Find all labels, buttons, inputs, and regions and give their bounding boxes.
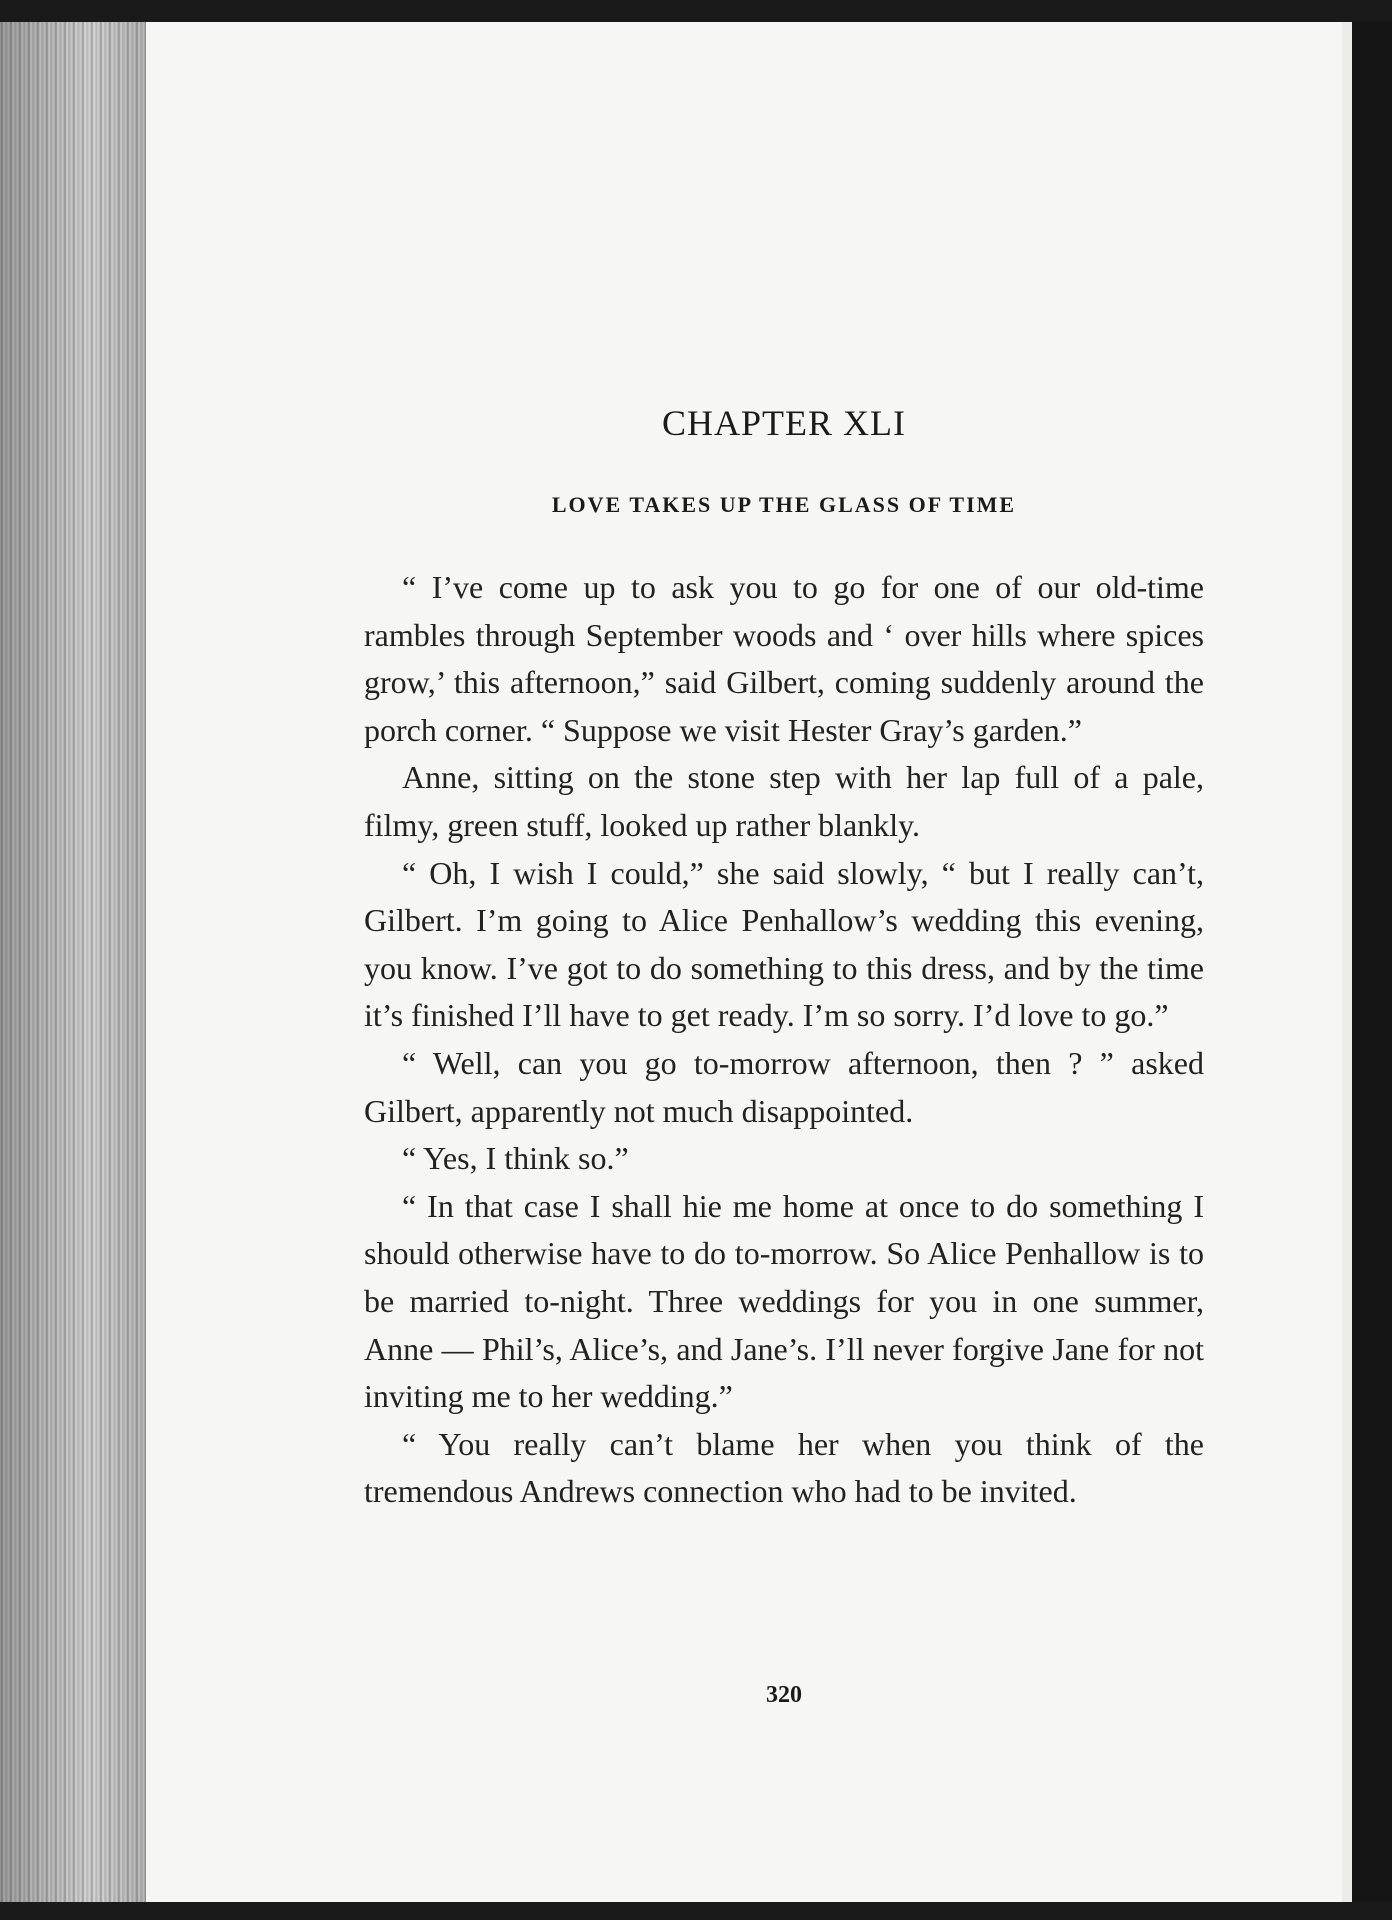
chapter-title: LOVE TAKES UP THE GLASS OF TIME: [551, 492, 1017, 517]
paragraph: “ In that case I shall hie me home at once to do something I should otherwise have to do to-morrow. So Alice Penhallow is to be married to-night. Three weddings for you in one summer, Anne — Phil’s, Alice’s, and Jane’s. I’ll never forgive Jane for not inviting me to her wedding.”: [364, 1187, 1204, 1415]
paragraph: “ I’ve come up to ask you to go for one of our old-time rambles through September woods and ‘ over hills where spices grow,’ this afternoon,” said Gilbert, coming suddenly around the porch corner. “ Suppose we visit Hester Gray’s garden.”: [364, 569, 1204, 748]
paragraph: Anne, sitting on the stone step with her lap full of a pale, filmy, green stuff, looked up rather blankly.: [364, 759, 1204, 843]
paragraph: “ You really can’t blame her when you think of the tremendous Andrews connection who had to be invited.: [364, 1425, 1204, 1510]
paragraph: “ Well, can you go to-morrow afternoon, then ? ” asked Gilbert, apparently not much disappointed.: [364, 1044, 1204, 1129]
book-gutter: [1352, 22, 1392, 1902]
chapter-number: CHAPTER XLI: [662, 403, 906, 443]
paragraph: “ Yes, I think so.”: [402, 1140, 629, 1177]
paragraph: “ Oh, I wish I could,” she said slowly, “ but I really can’t, Gilbert. I’m going to Alice Penhallow’s wedding this evening, you know. I’ve got to do something to this dress, and by the time it’s finished I’ll have to get ready. I’m so sorry. I’d love to go.”: [364, 854, 1204, 1034]
book-page-edges: [0, 22, 150, 1902]
page-right-edge: [1342, 22, 1352, 1902]
page-number: 320: [766, 1682, 802, 1708]
chapter-body: [364, 564, 1204, 1516]
